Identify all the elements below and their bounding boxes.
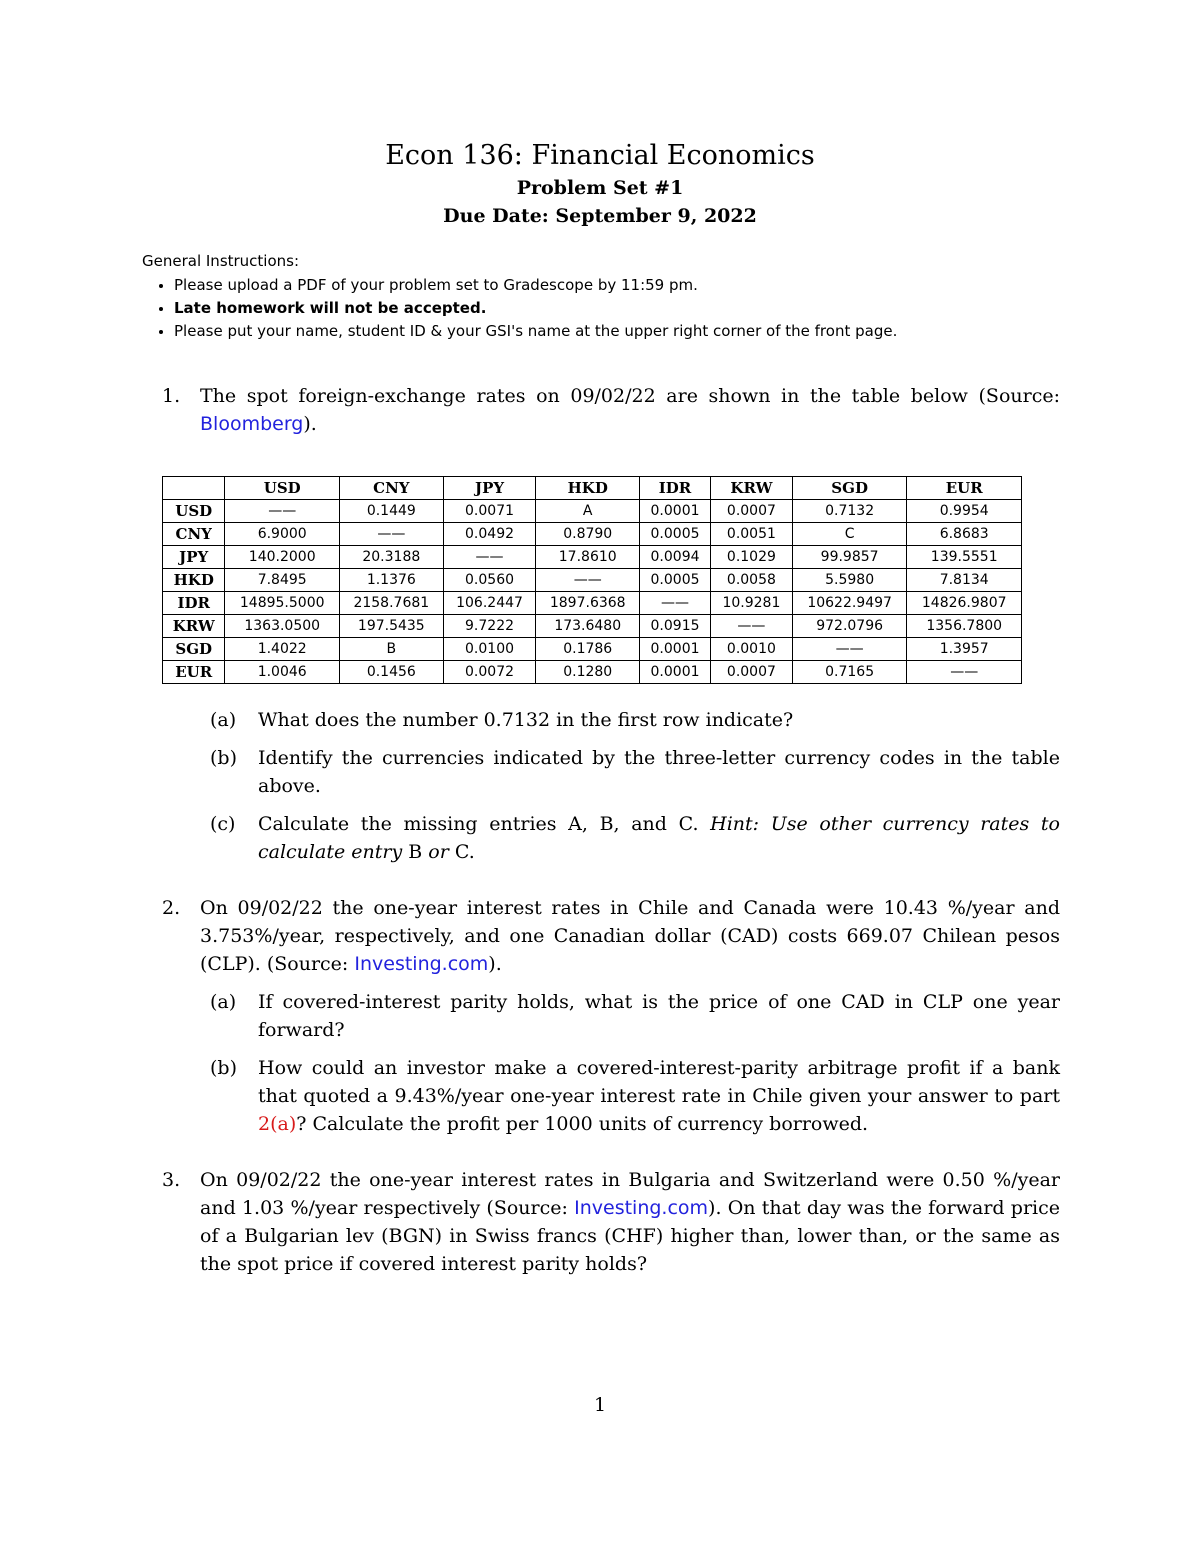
rate-cell: 0.0051: [711, 523, 793, 546]
rate-cell: 0.0058: [711, 569, 793, 592]
subquestion-label: (a): [210, 991, 237, 1013]
rate-cell: 1363.0500: [225, 615, 340, 638]
problem-text: ). On that day was the forward price of a Bulgarian lev (BGN) in Swiss francs (CHF) higher than, lower than, or the same as the spot price if covered interest parity holds?: [200, 1197, 1061, 1275]
subquestions: [210, 706, 1060, 866]
rate-cell: 14895.5000: [225, 592, 340, 615]
rate-cell: 0.7165: [792, 661, 907, 684]
row-header: IDR: [163, 592, 225, 615]
rate-cell: 0.1449: [339, 500, 443, 523]
problem-3: [162, 1166, 1060, 1278]
subquestion-main: Calculate the missing entries A, B, and C.: [258, 813, 711, 835]
subquestion-label: (a): [210, 709, 237, 731]
page-title: Econ 136: Financial Economics: [385, 140, 815, 171]
problem-number: 1.: [162, 385, 181, 407]
row-header: JPY: [163, 546, 225, 569]
general-instructions: [142, 252, 1062, 343]
subquestion-1a: [210, 706, 1060, 734]
rate-cell: 197.5435: [339, 615, 443, 638]
hint-text: Hint: Use other currency rates to calculate entry: [258, 813, 1060, 863]
rate-cell: 10622.9497: [792, 592, 907, 615]
source-link-bloomberg[interactable]: Bloomberg: [200, 413, 304, 435]
problem-text: ).: [303, 413, 317, 435]
instruction-item: • Please upload a PDF of your problem set to Gradescope by 11:59 pm.: [174, 274, 1062, 297]
rate-cell: 0.1280: [536, 661, 640, 684]
instructions-list: [142, 274, 1062, 343]
problem-text: The spot foreign-exchange rates on 09/02/22 are shown in the table below (Source:: [200, 385, 1060, 407]
table-row: [163, 615, 1022, 638]
problem-body: [200, 894, 1060, 1148]
rate-cell: 139.5551: [907, 546, 1022, 569]
rate-cell: ——: [907, 661, 1022, 684]
problem-set-label: Problem Set #1: [516, 177, 684, 199]
subquestion-1c: [210, 810, 1060, 866]
rate-cell: 17.8610: [536, 546, 640, 569]
table-row: [163, 523, 1022, 546]
instruction-item: • Please put your name, student ID & your GSI's name at the upper right corner of the front page.: [174, 320, 1062, 343]
subquestion-end: ? Calculate the profit per 1000 units of currency borrowed.: [296, 1113, 869, 1135]
table-body: [163, 500, 1022, 684]
subquestion-text: What does the number 0.7132 in the first row indicate?: [258, 709, 794, 731]
rate-cell: 1.4022: [225, 638, 340, 661]
problem-text: On 09/02/22 the one-year interest rates in Bulgaria and Switzerland were 0.50 %/year and 1.03 %/year respectively (Source:: [200, 1169, 1060, 1219]
rate-cell: ——: [536, 569, 640, 592]
subquestion-label: (b): [210, 1057, 237, 1079]
subquestion-1b: [210, 744, 1060, 800]
rate-cell: 0.0007: [711, 500, 793, 523]
source-link-investing[interactable]: Investing.com: [354, 953, 489, 975]
subquestion-text: [258, 810, 1060, 866]
instructions-heading: General Instructions:: [142, 252, 300, 270]
column-header: IDR: [640, 477, 711, 500]
rate-cell: 0.0005: [640, 523, 711, 546]
rate-cell: 0.0100: [443, 638, 536, 661]
table-row: [163, 592, 1022, 615]
rate-cell: ——: [711, 615, 793, 638]
rate-cell: 0.0001: [640, 500, 711, 523]
subquestion-text: [258, 1054, 1060, 1138]
table-row: [163, 546, 1022, 569]
rate-cell: 1897.6368: [536, 592, 640, 615]
hint-end: .: [468, 841, 475, 863]
rate-cell: 0.8790: [536, 523, 640, 546]
source-link-investing[interactable]: Investing.com: [574, 1197, 709, 1219]
rate-cell: 20.3188: [339, 546, 443, 569]
problem-body: [200, 1166, 1060, 1278]
rate-cell: C: [792, 523, 907, 546]
problem-body: [172, 382, 1060, 876]
subquestion-label: (b): [210, 747, 237, 769]
table-row: [163, 661, 1022, 684]
rate-cell: 0.9954: [907, 500, 1022, 523]
rate-cell: 7.8495: [225, 569, 340, 592]
rate-cell: 0.0007: [711, 661, 793, 684]
rate-cell: B: [339, 638, 443, 661]
rate-cell: 972.0796: [792, 615, 907, 638]
rate-cell: 14826.9807: [907, 592, 1022, 615]
row-header: USD: [163, 500, 225, 523]
rate-cell: 0.0001: [640, 661, 711, 684]
row-header: EUR: [163, 661, 225, 684]
rate-cell: 1.0046: [225, 661, 340, 684]
rate-cell: 5.5980: [792, 569, 907, 592]
rate-cell: 9.7222: [443, 615, 536, 638]
subquestion-2b: [210, 1054, 1060, 1138]
problem-text: On 09/02/22 the one-year interest rates in Chile and Canada were 10.43 %/year and 3.753%/year, respectively, and one Canadian dollar (CAD) costs 669.07 Chilean pesos (CLP). (Source:: [200, 897, 1060, 975]
rate-cell: 0.0492: [443, 523, 536, 546]
page-number: 1: [593, 1394, 607, 1416]
rate-cell: 0.0005: [640, 569, 711, 592]
subquestion-label: (c): [210, 813, 236, 835]
column-header: USD: [225, 477, 340, 500]
subquestion-text: Identify the currencies indicated by the three-letter currency codes in the table above.: [258, 747, 1060, 797]
rate-cell: 0.1029: [711, 546, 793, 569]
problem-number: 2.: [162, 897, 181, 919]
rate-cell: ——: [225, 500, 340, 523]
table-row: [163, 500, 1022, 523]
rate-cell: 6.9000: [225, 523, 340, 546]
table-row: [163, 638, 1022, 661]
rate-cell: 1.3957: [907, 638, 1022, 661]
row-header: CNY: [163, 523, 225, 546]
problem-1: [162, 382, 1060, 876]
column-header: SGD: [792, 477, 907, 500]
column-header: JPY: [443, 477, 536, 500]
rate-cell: A: [536, 500, 640, 523]
problem-text: ).: [488, 953, 502, 975]
hint-or: or: [428, 841, 449, 863]
rate-cell: 0.1786: [536, 638, 640, 661]
subquestion-2a: [210, 988, 1060, 1044]
rate-cell: 0.7132: [792, 500, 907, 523]
rate-cell: 0.0071: [443, 500, 536, 523]
rate-cell: 1.1376: [339, 569, 443, 592]
table-row: [163, 569, 1022, 592]
part-reference-link[interactable]: 2(a): [258, 1113, 297, 1135]
column-header: HKD: [536, 477, 640, 500]
rate-cell: 6.8683: [907, 523, 1022, 546]
problems: [162, 382, 1060, 1296]
rate-cell: 0.0094: [640, 546, 711, 569]
table-corner-cell: [163, 477, 225, 500]
column-header: CNY: [339, 477, 443, 500]
subquestion-main: How could an investor make a covered-interest-parity arbitrage profit if a bank that quoted a 9.43%/year one-year interest rate in Chile given your answer to part: [258, 1057, 1060, 1107]
hint-entry-c: C: [454, 841, 469, 863]
subquestion-text: If covered-interest parity holds, what is the price of one CAD in CLP one year forward?: [258, 991, 1060, 1041]
rate-cell: 10.9281: [711, 592, 793, 615]
row-header: KRW: [163, 615, 225, 638]
rate-cell: 0.0072: [443, 661, 536, 684]
instruction-item: • Late homework will not be accepted.: [174, 297, 1062, 320]
row-header: HKD: [163, 569, 225, 592]
column-header: EUR: [907, 477, 1022, 500]
rate-cell: 2158.7681: [339, 592, 443, 615]
table-header-row: [163, 477, 1022, 500]
rate-cell: ——: [443, 546, 536, 569]
rate-cell: 0.1456: [339, 661, 443, 684]
problem-2: [162, 894, 1060, 1148]
rate-cell: 0.0915: [640, 615, 711, 638]
subquestions: [210, 988, 1060, 1138]
rate-cell: 106.2447: [443, 592, 536, 615]
rate-cell: 1356.7800: [907, 615, 1022, 638]
rate-cell: 173.6480: [536, 615, 640, 638]
rate-cell: 140.2000: [225, 546, 340, 569]
rate-cell: ——: [339, 523, 443, 546]
fx-rate-table: [162, 476, 1022, 684]
rate-cell: ——: [792, 638, 907, 661]
row-header: SGD: [163, 638, 225, 661]
problem-number: 3.: [162, 1169, 181, 1191]
rate-cell: 0.0010: [711, 638, 793, 661]
rate-cell: 99.9857: [792, 546, 907, 569]
hint-entry-b: B: [408, 841, 423, 863]
rate-cell: 0.0560: [443, 569, 536, 592]
rate-cell: 7.8134: [907, 569, 1022, 592]
rate-cell: ——: [640, 592, 711, 615]
document-header: [0, 138, 1200, 230]
due-date: Due Date: September 9, 2022: [443, 205, 757, 227]
column-header: KRW: [711, 477, 793, 500]
rate-cell: 0.0001: [640, 638, 711, 661]
